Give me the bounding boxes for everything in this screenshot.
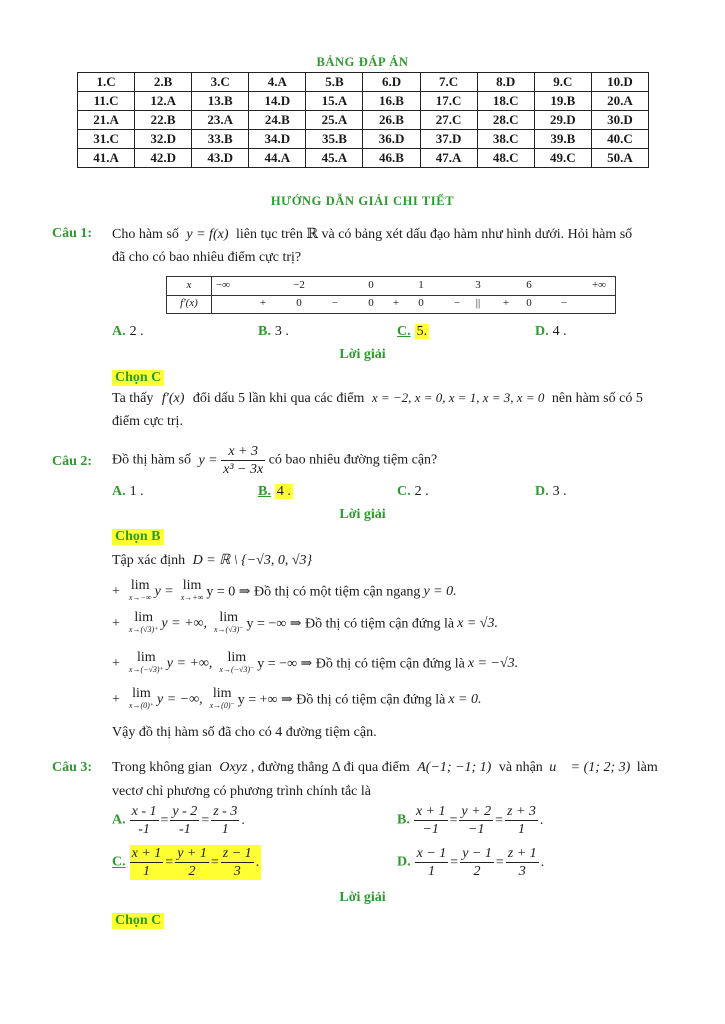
q3-option-d [397,845,546,880]
sign-table-x-value: 6 [526,279,532,291]
answer-cell: 18.C [477,92,534,111]
limit-subscript: x→(0)⁺ [128,701,155,710]
q3-option-a [112,803,247,838]
fraction-denominator: 3 [518,864,526,879]
sign-table-sign: − [331,297,339,309]
q3-point: A(−1; −1; 1) [417,760,492,775]
limit-operator [129,688,154,712]
answer-cell: 37.D [420,130,477,149]
limit-subscript: x→(√3)⁻ [214,625,244,634]
fraction-denominator: −1 [468,822,485,837]
limit-conclusion: y = 0 ⇒ Đồ thị có một tiệm cận ngang [206,584,421,600]
q3-text-a: Trong không gian [112,760,212,775]
answer-cell: 24.B [249,111,306,130]
sign-table-sign: 0 [418,297,424,309]
q2-text-b: có bao nhiêu đường tiệm cận? [268,452,438,468]
plus-bullet: + [112,656,120,671]
q3-option-c [112,845,261,880]
q2-label: Câu 2: [52,454,93,469]
q2-option-c [397,484,429,500]
sign-table-x-value: 3 [475,279,481,291]
plus-bullet: + [112,584,120,599]
limit-conclusion: y = +∞ ⇒ Đồ thị có tiệm cận đứng là [237,692,446,708]
fraction-denominator: 1 [427,864,435,879]
answer-table [77,72,649,168]
q1-solution-line1 [112,390,643,407]
option-letter: C. [397,484,411,499]
fraction-numerator: y − 1 [462,846,492,861]
sign-table-sign: 0 [368,297,374,309]
fraction-denominator: 1 [221,822,229,837]
option-equation [414,803,546,838]
sign-table-x-value: 1 [418,279,424,291]
sign-table-fp-row [167,295,615,313]
equation-fraction [506,845,539,880]
answer-cell: 31.C [78,130,135,149]
q2-text-a: Đồ thị hàm số [112,452,191,468]
answer-cell: 38.C [477,130,534,149]
q2-conclusion: Vậy đồ thị hàm số đã cho có 4 đường tiệm cận. [112,725,377,740]
fraction-numerator: z - 3 [213,804,238,819]
option-letter: D. [535,324,549,339]
limit-line [112,612,498,636]
period: . [255,854,260,870]
q3-text-line1 [112,760,658,776]
limit-subscript: x→−∞ [128,593,152,602]
equals-sign: = [495,812,503,828]
sign-table-x-value: −2 [293,279,305,291]
fraction-numerator: z − 1 [222,846,252,861]
answer-cell: 17.C [420,92,477,111]
answer-cell: 39.B [534,130,591,149]
q1-sol-c: nên hàm số có 5 [551,391,643,406]
answer-cell: 43.D [192,149,249,168]
limit-asymptote: x = −√3. [467,656,519,671]
limit-asymptote: y = 0. [423,584,457,599]
q1-choose: Chọn C [112,370,164,386]
option-letter: A. [112,324,126,339]
q3-text-d: làm [636,760,658,775]
fraction-numerator: x - 1 [131,804,157,819]
answer-row [78,111,649,130]
equation-fraction [415,845,449,880]
answer-cell: 34.D [249,130,306,149]
answer-cell: 19.B [534,92,591,111]
q3-choose: Chọn C [112,913,164,929]
equation-fraction [460,845,494,880]
answer-cell: 6.D [363,73,420,92]
limit-operator [210,688,235,712]
limit-conclusion: y = −∞ ⇒ Đồ thị có tiệm cận đứng là [257,656,465,672]
limit-conclusion: y = −∞ ⇒ Đồ thị có tiệm cận đứng là [246,616,455,632]
option-equation [415,845,547,880]
limit-subscript: x→(√3)⁺ [128,625,159,634]
answer-cell: 22.B [135,111,192,130]
q1-solution-line2: điểm cực trị. [112,414,183,429]
fraction-numerator: x + 1 [415,804,446,819]
q2-option-d [535,484,567,500]
answer-row [78,73,649,92]
q2-domain-label: Tập xác định [112,553,186,568]
sign-table-x-row [167,277,615,296]
limit-word: lim [137,650,156,665]
q1-sol-a: Ta thấy [112,391,154,406]
equals-sign: = [201,812,210,828]
fraction-denominator: -1 [179,822,191,837]
answer-cell: 1.C [78,73,135,92]
q3-label: Câu 3: [52,760,93,775]
period: . [540,854,545,870]
limit-asymptote: x = 0. [448,692,482,707]
plus-bullet: + [112,692,120,707]
q3-text-c: và nhận [498,760,543,775]
answer-row [78,92,649,111]
answer-cell: 5.B [306,73,363,92]
limit-subscript: x→(0)⁻ [209,701,235,710]
fraction-denominator: -1 [138,822,150,837]
sign-table-sign: 0 [296,297,302,309]
fraction-numerator: y + 1 [177,846,207,861]
option-letter: C. [397,324,411,339]
q2-den: x³ − 3x [223,462,264,477]
answer-cell: 48.C [477,149,534,168]
answer-cell: 46.B [363,149,420,168]
answer-cell: 25.A [306,111,363,130]
equals-sign: = [449,812,458,828]
answer-cell: 16.B [363,92,420,111]
option-letter: A. [112,484,126,499]
q1-option-c [397,324,429,340]
limit-operator [181,580,204,604]
answer-cell: 50.A [591,149,648,168]
q2-lhs: y = [198,452,218,468]
option-value: 4 . [552,324,567,339]
q1-text-line2: đã cho có bao nhiêu điểm cực trị? [112,250,302,265]
answer-cell: 13.B [192,92,249,111]
limit-operator [129,580,152,604]
limit-word: lim [212,686,232,701]
answer-cell: 41.A [78,149,135,168]
answer-cell: 42.D [135,149,192,168]
answer-cell: 7.C [420,73,477,92]
option-value: 2 . [414,484,429,499]
fraction-numerator: y - 2 [172,804,198,819]
option-equation [130,803,247,838]
sign-table-sign: || [475,297,481,309]
equation-fraction [414,803,448,838]
fraction-numerator: x + 1 [131,846,162,861]
sign-table-sign: 0 [526,297,532,309]
sign-table-x-value: 0 [368,279,374,291]
q3-option-b [397,803,545,838]
option-value: 2 . [129,324,144,339]
sign-table [166,276,616,314]
answer-cell: 49.C [534,149,591,168]
answer-cell: 9.C [534,73,591,92]
period: . [539,812,544,828]
limit-asymptote: x = √3. [457,616,498,631]
fraction-denominator: 2 [473,864,481,879]
q2-choose: Chọn B [112,529,164,545]
equation-fraction [170,803,199,838]
equals-sign: = [210,854,219,870]
answer-cell: 15.A [306,92,363,111]
limit-line [112,652,518,676]
answer-cell: 45.A [306,149,363,168]
limit-line [112,688,482,712]
sign-table-sign: + [392,297,400,309]
limit-word: lim [132,686,151,701]
q2-option-a [112,484,144,500]
fraction-denominator: 1 [142,864,150,879]
q2-fraction [221,443,265,478]
answer-cell: 32.D [135,130,192,149]
sign-table-divider [211,277,212,313]
equation-fraction [221,845,254,880]
answer-cell: 4.A [249,73,306,92]
q2-domain [112,552,312,569]
fraction-denominator: −1 [422,822,439,837]
guide-title: HƯỚNG DẪN GIẢI CHI TIẾT [270,194,455,208]
answer-cell: 21.A [78,111,135,130]
fraction-numerator: z + 3 [507,804,536,819]
option-letter: B. [258,324,271,339]
sign-table-sign: − [560,297,568,309]
q1-text-a: Cho hàm số [112,227,179,242]
q1-text-line1 [112,226,632,243]
limit-subscript: x→(−√3)⁻ [219,665,255,674]
limit-word: lim [227,650,247,665]
q2-option-b [258,484,293,500]
answer-cell: 44.A [249,149,306,168]
option-letter: D. [397,854,411,870]
equation-fraction [459,803,493,838]
answer-cell: 30.D [591,111,648,130]
option-equation [130,845,262,880]
plus-bullet: + [112,616,120,631]
limit-word: lim [130,578,150,593]
q3-text-line2: vectơ chỉ phương có phương trình chính tắc là [112,784,371,799]
limit-word: lim [134,610,153,625]
option-value: 3 . [552,484,567,499]
q1-text-b: liên tục trên ℝ và có bảng xét dấu đạo hàm như hình dưới. Hỏi hàm số [235,227,633,242]
option-letter: A. [112,812,126,828]
equation-fraction [175,845,209,880]
answer-cell: 29.D [534,111,591,130]
fraction-numerator: z + 1 [507,846,537,861]
q1-option-a [112,324,144,340]
limit-operator [219,652,254,676]
limit-line [112,580,457,604]
q3-vector: u⃗ = (1; 2; 3) [549,760,631,775]
sign-table-sign: + [259,297,267,309]
limit-word: lim [182,578,202,593]
equals-sign: = [450,854,459,870]
option-letter: C. [112,854,126,870]
answer-table-title: BẢNG ĐÁP ÁN [316,55,409,69]
answer-cell: 20.A [591,92,648,111]
answer-cell: 47.A [420,149,477,168]
option-value: 3 . [274,324,289,339]
q3-space: Oxyz [219,760,248,775]
limit-value: y = [154,584,174,599]
answer-cell: 3.C [192,73,249,92]
limit-word: lim [219,610,239,625]
option-value: 5. [416,324,428,339]
answer-row [78,130,649,149]
answer-cell: 10.D [591,73,648,92]
q2-solution-title: Lời giải [339,507,386,522]
answer-cell: 12.A [135,92,192,111]
q2-domain-expr: D = ℝ \ {−√3, 0, √3} [192,553,313,568]
limit-operator [129,652,164,676]
q3-solution-title: Lời giải [339,890,386,905]
answer-cell: 11.C [78,92,135,111]
q1-option-d [535,324,567,340]
sign-table-sign: + [502,297,510,309]
q1-sol-fp: f′(x) [161,391,185,406]
sign-table-x-value: +∞ [591,279,607,291]
q1-sol-b: đổi dấu 5 lần khi qua các điểm [192,391,365,406]
option-letter: D. [535,484,549,499]
fraction-denominator: 3 [233,864,241,879]
q2-text [112,443,437,478]
sign-table-fp-label: f′(x) [180,297,198,309]
equals-sign: = [495,854,504,870]
limit-value: y = −∞, [157,692,203,707]
answer-cell: 23.A [192,111,249,130]
fraction-numerator: x − 1 [416,846,447,861]
period: . [241,812,245,828]
answer-cell: 36.D [363,130,420,149]
answer-row [78,149,649,168]
equation-fraction [130,845,164,880]
equation-fraction [130,803,159,838]
option-value: 4 . [276,484,291,499]
q3-text-b: , đường thẳng Δ đi qua điểm [250,760,410,775]
answer-cell: 33.B [192,130,249,149]
answer-cell: 2.B [135,73,192,92]
answer-cell: 27.C [420,111,477,130]
q1-sol-points: x = −2, x = 0, x = 1, x = 3, x = 0 [371,390,545,405]
option-letter: B. [397,812,410,828]
fraction-denominator: 2 [188,864,196,879]
q1-solution-title: Lời giải [339,347,386,362]
fraction-denominator: 1 [517,822,525,837]
limit-value: y = +∞, [161,616,207,631]
sign-table-x-value: −∞ [215,279,231,291]
option-value: 1 . [129,484,144,499]
answer-cell: 8.D [477,73,534,92]
equation-fraction [505,803,538,838]
limit-subscript: x→+∞ [180,593,204,602]
limit-operator [129,612,159,636]
q1-func: y = f(x) [186,227,229,242]
limit-subscript: x→(−√3)⁺ [128,665,164,674]
limit-operator [214,612,244,636]
answer-cell: 28.C [477,111,534,130]
option-letter: B. [258,484,271,499]
answer-cell: 35.B [306,130,363,149]
limit-value: y = +∞, [166,656,213,671]
answer-cell: 14.D [249,92,306,111]
q1-label: Câu 1: [52,226,93,241]
equals-sign: = [165,854,174,870]
q2-num: x + 3 [221,443,265,461]
equals-sign: = [160,812,169,828]
answer-cell: 26.B [363,111,420,130]
fraction-numerator: y + 2 [461,804,492,819]
q1-option-b [258,324,289,340]
answer-cell: 40.C [591,130,648,149]
equation-fraction [211,803,239,838]
sign-table-x-label: x [186,279,192,291]
sign-table-sign: − [453,297,461,309]
